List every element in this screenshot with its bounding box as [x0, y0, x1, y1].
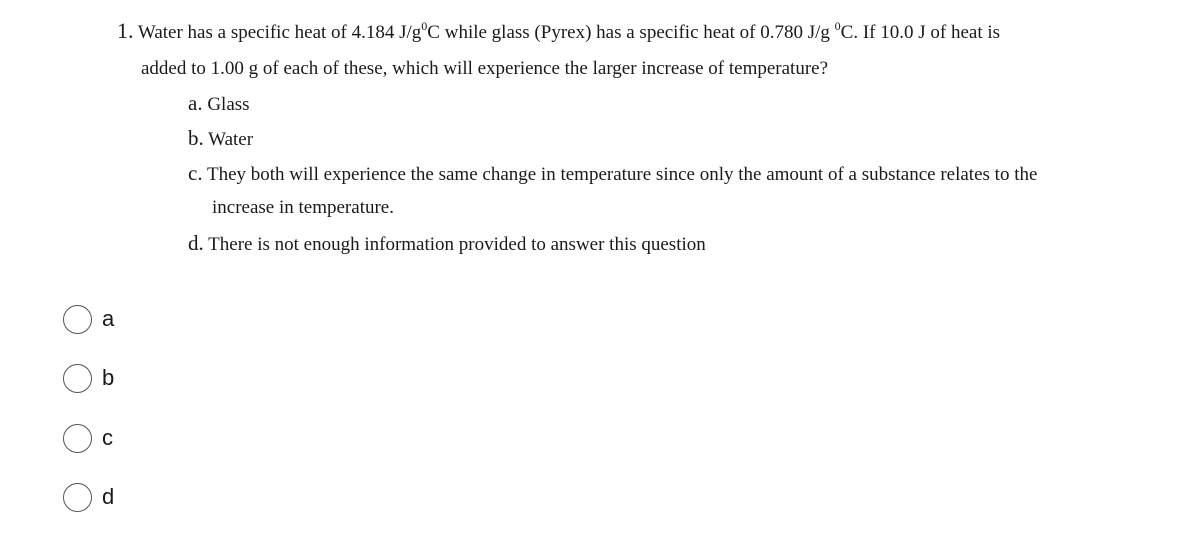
- answer-choice-a[interactable]: [63, 302, 114, 336]
- option-c-continuation: increase in temperature.: [212, 197, 394, 218]
- question-text-part-3: C. If 10.0 J of heat is: [840, 22, 1001, 43]
- option-text: Glass: [202, 94, 250, 115]
- answer-label-c[interactable]: c: [102, 425, 113, 450]
- option-letter: c.: [188, 161, 203, 185]
- option-d-text: [188, 231, 706, 256]
- radio-button-a[interactable]: [63, 305, 92, 334]
- degree-superscript-2: 0: [834, 18, 841, 33]
- radio-button-b[interactable]: [63, 364, 92, 393]
- radio-button-c[interactable]: [63, 424, 92, 453]
- answer-label-b[interactable]: b: [102, 365, 115, 390]
- option-a-text: [188, 91, 250, 116]
- option-c-text: [188, 161, 1037, 186]
- question-line-2: added to 1.00 g of each of these, which will experience the larger increase of temperature?: [141, 58, 829, 79]
- option-b-text: [188, 126, 253, 151]
- answer-choice-b[interactable]: [63, 361, 114, 395]
- option-letter: d.: [188, 231, 204, 255]
- option-text: They both will experience the same change in temperature since only the amount of a substance relates to the: [202, 164, 1038, 185]
- question-text-part-2: C while glass (Pyrex) has a specific heat of 0.780 J/g: [427, 22, 835, 43]
- degree-superscript-1: 0: [421, 18, 428, 33]
- question-line-1: [117, 18, 1000, 44]
- option-text: Water: [203, 129, 254, 150]
- option-text: There is not enough information provided to answer this question: [203, 234, 706, 255]
- radio-button-d[interactable]: [63, 483, 92, 512]
- answer-label-a[interactable]: a: [102, 306, 115, 331]
- answer-label-d[interactable]: d: [102, 484, 115, 509]
- option-letter: b.: [188, 126, 204, 150]
- answer-choice-c[interactable]: [63, 421, 113, 455]
- question-text-part-1: Water has a specific heat of 4.184 J/g: [137, 22, 422, 43]
- answer-choice-d[interactable]: [63, 480, 114, 514]
- question-number: 1.: [117, 18, 134, 43]
- option-letter: a.: [188, 91, 203, 115]
